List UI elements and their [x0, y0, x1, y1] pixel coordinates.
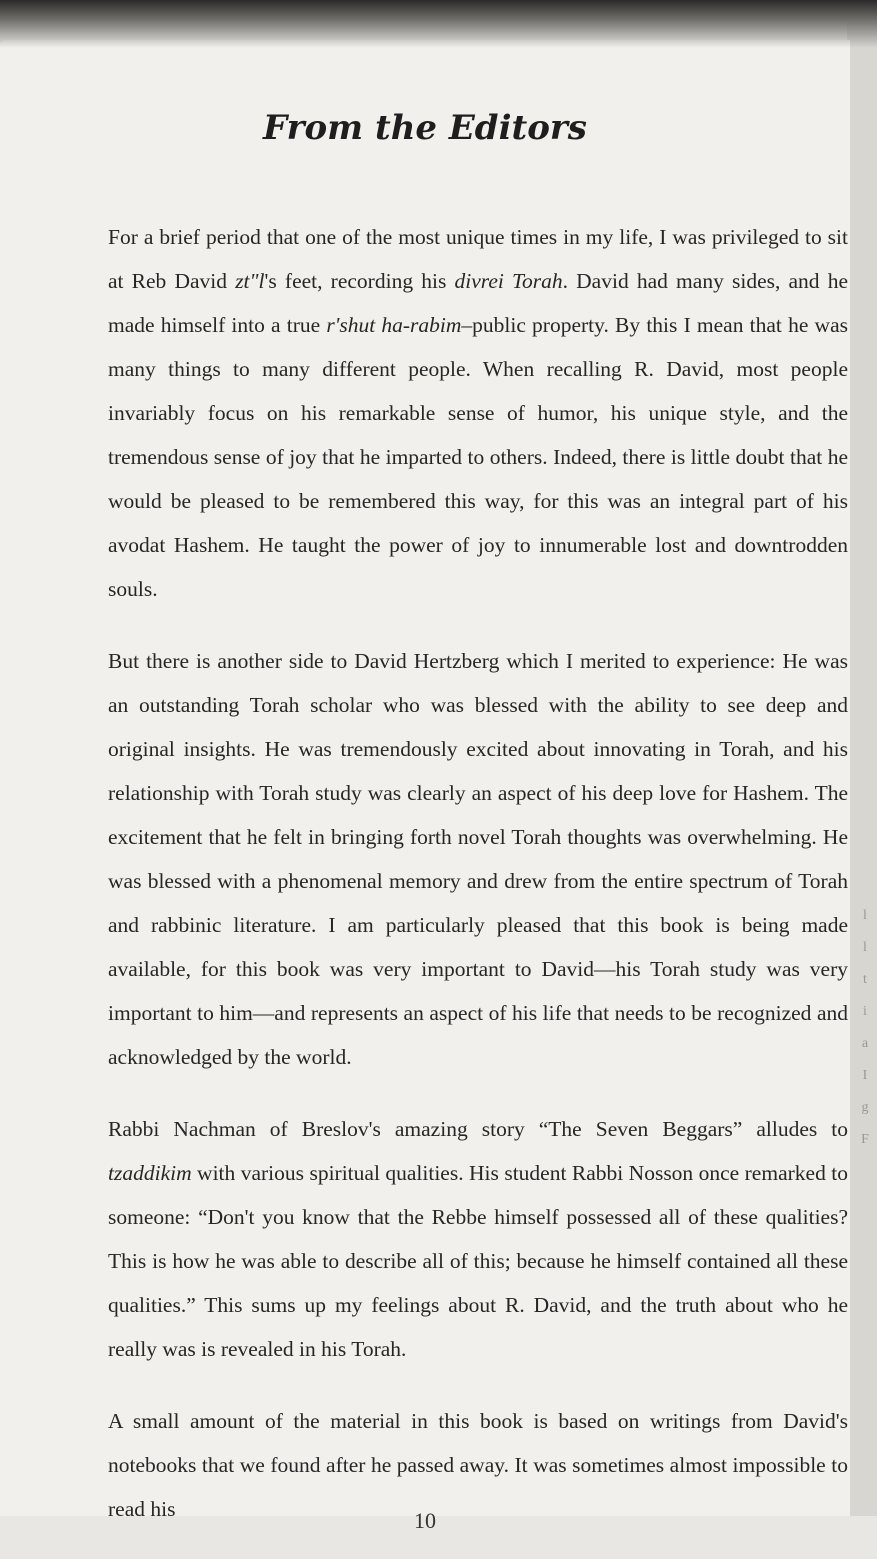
page-top-shadow — [0, 0, 877, 48]
edge-letter: a — [861, 1036, 869, 1051]
edge-letter: g — [861, 1100, 869, 1115]
text-run: Rabbi Nachman of Breslov's amazing story “The Seven Beggars” alludes to — [108, 1117, 848, 1141]
edge-letter: i — [863, 1004, 867, 1019]
text-run: For a brief period that one of the most unique times in my life, I was privileged to sit at Reb David — [108, 225, 848, 293]
text-run: . David had many sides, and he made himself into a true — [108, 269, 849, 337]
page-title: From the Editors — [263, 108, 587, 148]
text-run: –public property. By this I mean that he was many things to many different people. When recalling R. David, most people invariably focus on his remarkable sense of humor, his unique style, and the tremendous sense of joy that he imparted to others. Indeed, there is little doubt that he would be pleased to be remembered this way, for this was an integral part of his avodat Hashem. He taught the power of joy to innumerable lost and downtrodden souls. — [108, 313, 848, 601]
text-run: with various spiritual qualities. His student Rabbi Nosson once remarked to someone: “Don't you know that the Rebbe himself possessed all of these qualities? This is how he was able to describe all of this; because he himself contained all these qualities.” This sums up my feelings about R. David, and the truth about who he really was is revealed in his Torah. — [108, 1161, 848, 1361]
paragraph-4: A small amount of the material in this book is based on writings from David's notebooks that we found after he passed away. It was sometimes almost impossible to read his — [108, 1409, 848, 1521]
text-run: 's feet, recording his — [264, 269, 455, 293]
italic-run: r'shut ha-rabim — [326, 313, 462, 337]
italic-run: zt"l — [235, 269, 265, 293]
adjacent-page-edge — [847, 0, 877, 1516]
italic-run: divrei Torah — [454, 269, 563, 293]
paragraph-2: But there is another side to David Hertzberg which I merited to experience: He was an outstanding Torah scholar who was blessed with the ability to see deep and original insights. He was tremendously excited about innovating in Torah, and his relationship with Torah study was clearly an aspect of his deep love for Hashem. The excitement that he felt in bringing forth novel Torah thoughts was overwhelming. He was blessed with a phenomenal memory and drew from the entire spectrum of Torah and rabbinic literature. I am particularly pleased that this book is being made available, for this book was very important to David—his Torah study was very important to him—and represents an aspect of his life that needs to be recognized and acknowledged by the world. — [108, 649, 848, 1069]
edge-letter: l — [863, 940, 867, 955]
book-page — [0, 40, 850, 1533]
page-number: 10 — [414, 1508, 436, 1533]
adjacent-page-letters — [857, 900, 873, 1156]
edge-letter: l — [863, 908, 867, 923]
edge-letter: t — [863, 972, 867, 987]
edge-letter: F — [861, 1132, 869, 1147]
italic-run: tzaddikim — [108, 1161, 192, 1185]
paragraph-3 — [108, 1107, 848, 1371]
page-body — [108, 215, 848, 1559]
edge-letter: I — [862, 1068, 868, 1083]
paragraph-1 — [108, 215, 848, 611]
